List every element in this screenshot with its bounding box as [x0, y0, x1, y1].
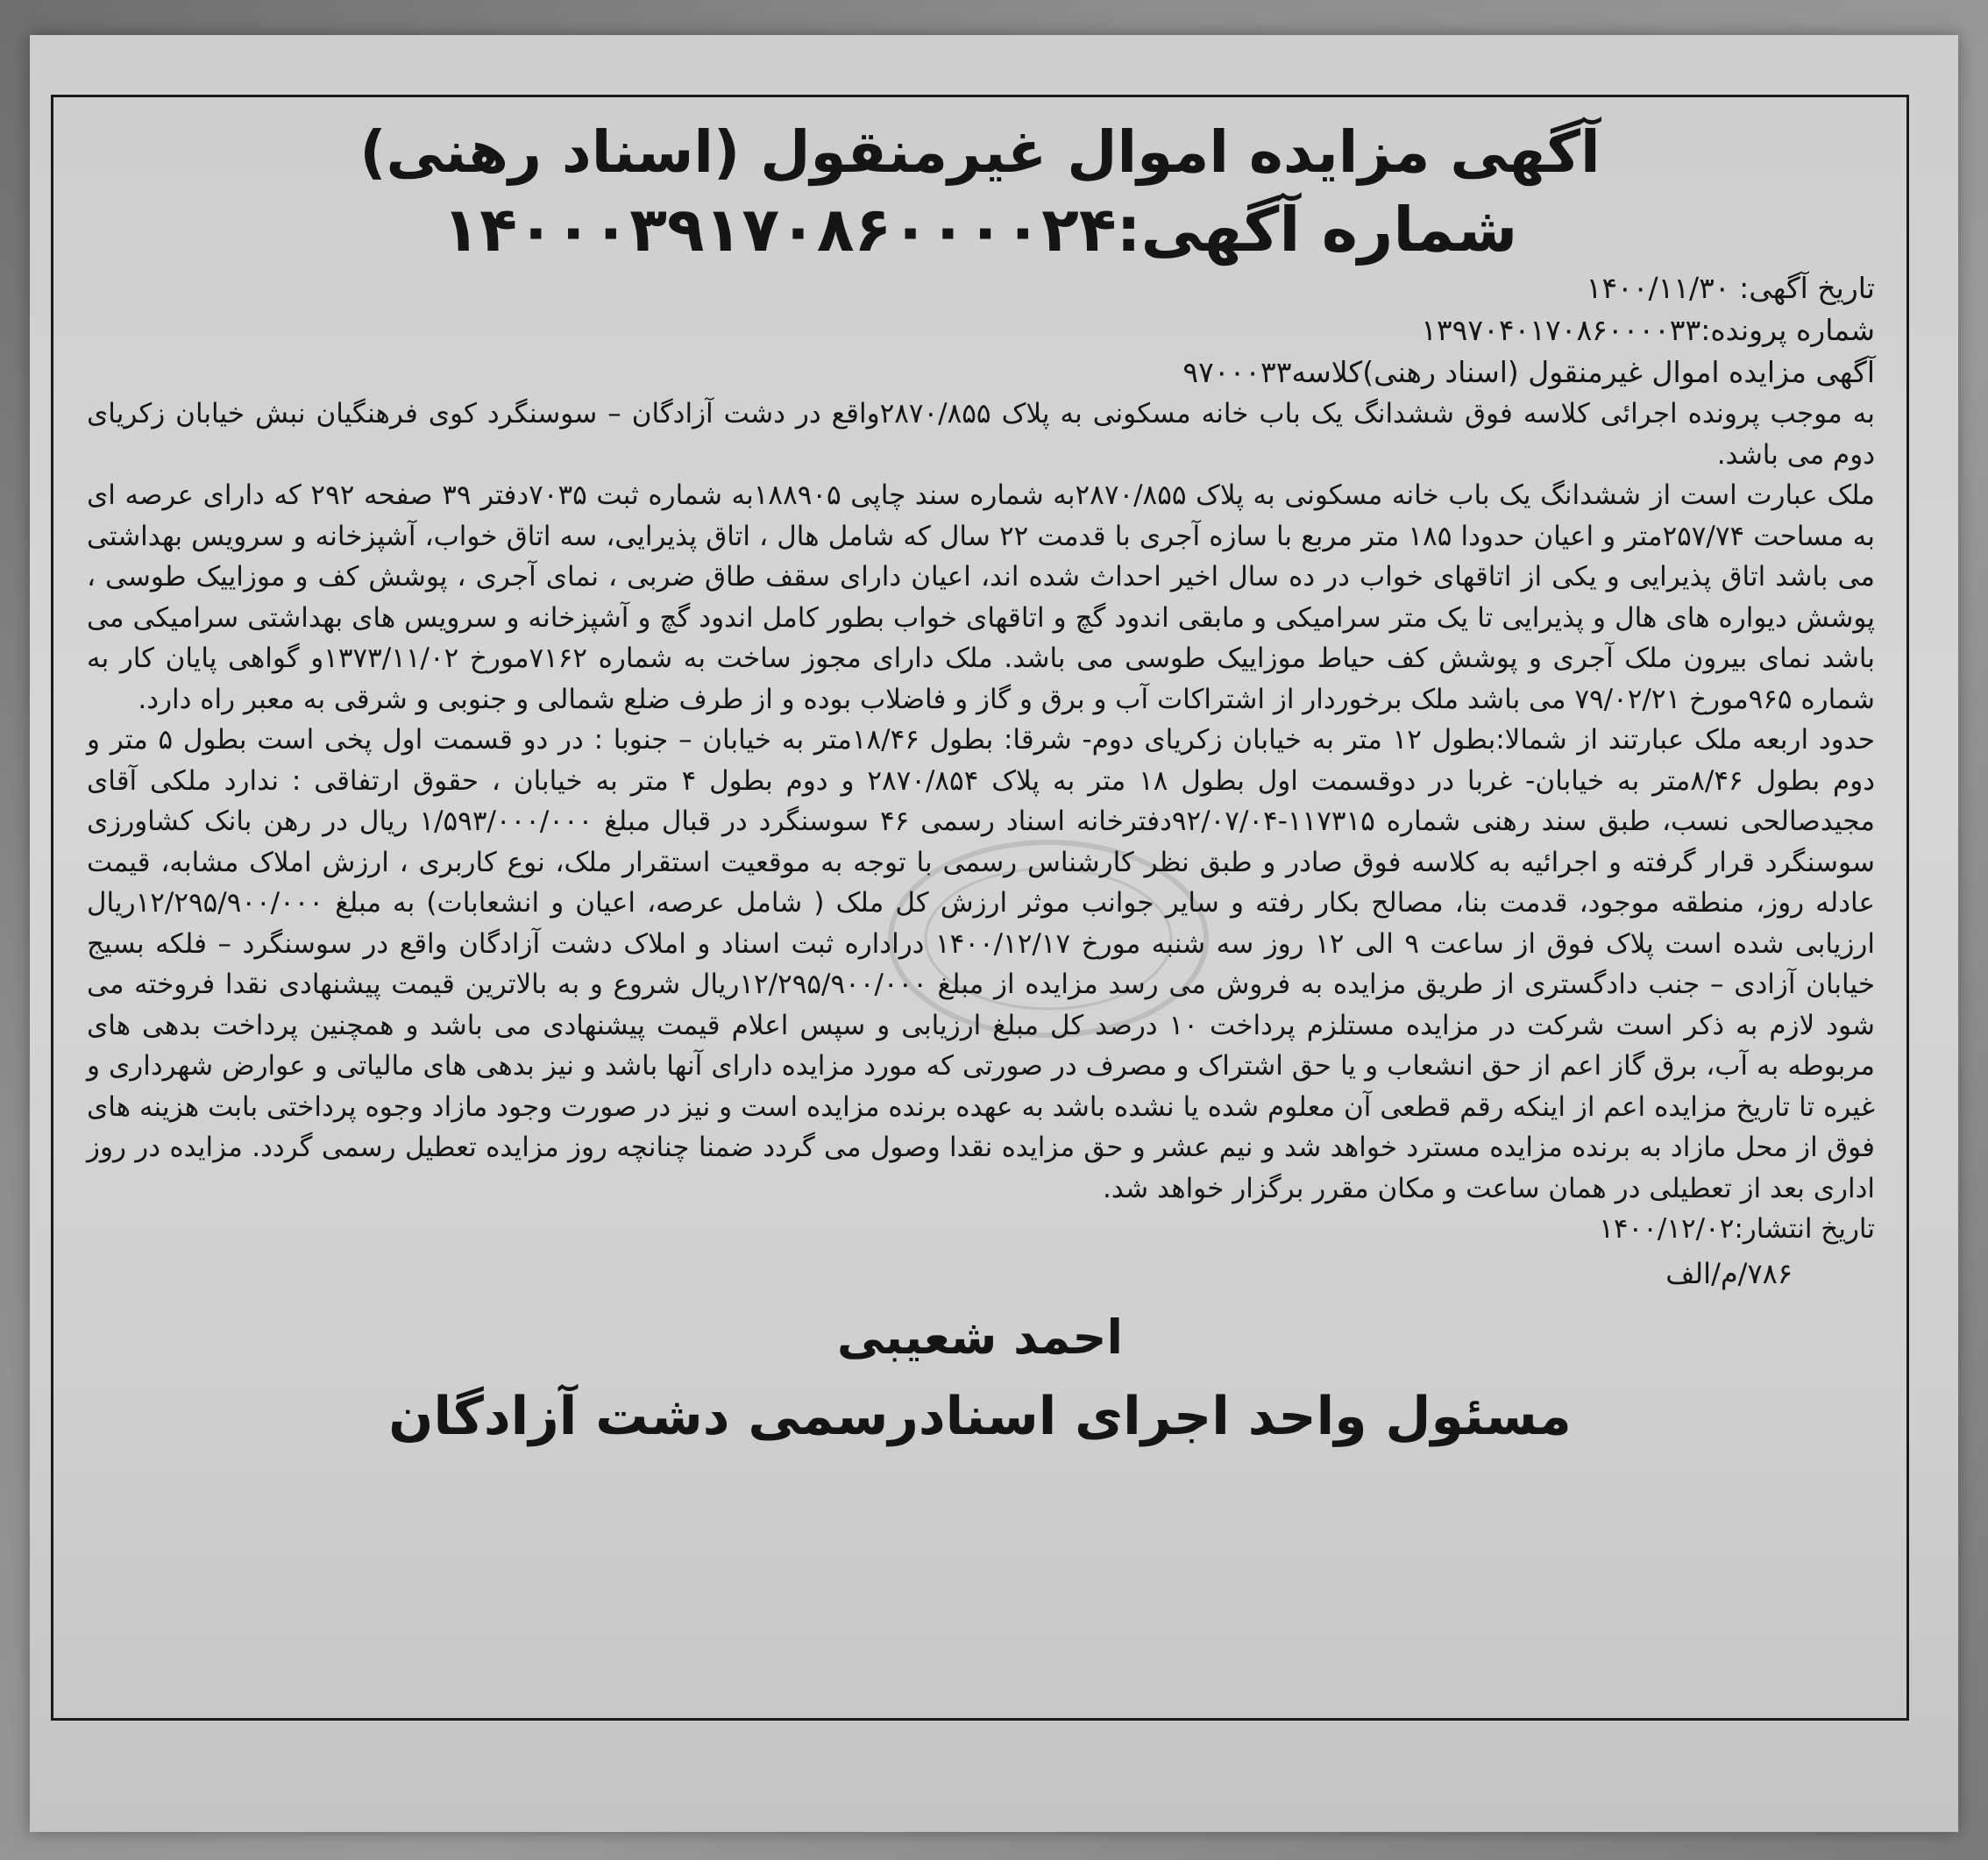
faded-stamp-watermark: [882, 834, 1215, 1044]
notice-body: [53, 394, 1906, 1250]
notice-meta: [53, 267, 1906, 394]
notice-date: تاریخ آگهی: ۱۴۰۰/۱۱/۳۰: [1586, 271, 1875, 305]
auction-notice: [51, 95, 1909, 1721]
file-number: شماره پرونده:۱۳۹۷۰۴۰۱۷۰۸۶۰۰۰۰۳۳: [1421, 313, 1875, 347]
class-line: آگهی مزایده اموال غیرمنقول (اسناد رهنی)کلاسه۹۷۰۰۰۳۳: [1182, 355, 1875, 389]
notice-title: آگهی مزایده اموال غیرمنقول (اسناد رهنی): [359, 118, 1601, 186]
body-paragraph: ملک عبارت است از ششدانگ یک باب خانه مسکونی به پلاک ۲۸۷۰/۸۵۵به شماره سند چاپی ۱۸۸۹۰۵به شماره ثبت ۷۰۳۵دفتر ۳۹ صفحه ۲۹۲ که دارای عرصه ای به مساحت ۲۵۷/۷۴متر و اعیان حدودا ۱۸۵ متر مربع با سازه آجری با قدمت ۲۲ سال که شامل هال ، اتاق پذیرایی، سه اتاق خواب، آشپزخانه و سرویس بهداشتی می باشد اتاق پذیرایی و یکی از اتاقهای خواب در ده سال اخیر احداث شده اند، اعیان دارای سقف طاق ضربی ، نمای آجری ، پوشش کف و موزاییک طوسی ، پوشش دیواره های هال و پذیرایی تا یک متر سرامیکی و مابقی اندود گچ و اتاقهای خواب بطور کامل اندود گچ و آشپزخانه و سرویس های بهداشتی سرامیکی می باشد نمای بیرون ملک آجری و پوشش کف حیاط موزاییک طوسی می باشد. ملک دارای مجوز ساخت به شماره ۷۱۶۲مورخ ۱۳۷۳/۱۱/۰۲و گواهی پایان کار به شماره ۹۶۵مورخ ۷۹/۰۲/۲۱ می باشد ملک برخوردار از اشتراکات آب و برق و گاز و فاضلاب بوده و از طرف ضلع شمالی و جنوبی و شرقی به معبر راه دارد.: [87, 479, 1876, 715]
body-paragraph: حدود اربعه ملک عبارتند از شمالا:بطول ۱۲ متر به خیابان زکریای دوم- شرقا: بطول ۱۸/۴۶متر به خیابان – جنوبا : در دو قسمت اول پخی است بطول ۵ متر و دوم بطول ۸/۴۶متر به خیابان- غربا در دوقسمت اول بطول ۱۸ متر به پلاک ۲۸۷۰/۸۵۴ و دوم بطول ۴ متر به خیابان ، حقوق ارتفاقی : ندارد ملکی آقای مجیدصالحی نسب، طبق سند رهنی شماره ۱۱۷۳۱۵-۹۲/۰۷/۰۴دفترخانه اسناد رسمی ۴۶ سوسنگرد در قبال مبلغ ۱/۵۹۳/۰۰۰/۰۰۰ ریال در رهن بانک کشاورزی سوسنگرد قرار گرفته و اجرائیه به کلاسه فوق صادر و طبق نظر کارشناس رسمی با توجه به موقعیت استقرار ملک، نوع کاربری ، ارزش املاک مشابه، قیمت عادله روز، منطقه موجود، قدمت بنا، مصالح بکار رفته و سایر جوانب موثر ارزش کل ملک ( شامل عرصه، اعیان و انشعابات) به مبلغ ۱۲/۲۹۵/۹۰۰/۰۰۰ریال ارزیابی شده است پلاک فوق از ساعت ۹ الی ۱۲ روز سه شنبه مورخ ۱۴۰۰/۱۲/۱۷ دراداره ثبت اسناد و املاک دشت آزادگان واقع در سوسنگرد – فلکه بسیج خیابان آزادی – جنب دادگستری از طریق مزایده به فروش می رسد مزایده از مبلغ ۱۲/۲۹۵/۹۰۰/۰۰۰ریال شروع و به بالاترین قیمت پیشنهادی نقدا فروخته می شود لازم به ذکر است شرکت در مزایده مستلزم پرداخت ۱۰ درصد کل مبلغ ارزیابی و سپس اعلام قیمت پیشنهادی می باشد و همچنین پرداخت بدهی های مربوطه به آب، برق گاز اعم از حق انشعاب و یا حق اشتراک و مصرف در صورتی که مورد مزایده دارای آنها باشد و نیز بدهی های مالیاتی و عوارض شهرداری و غیره تا تاریخ مزایده اعم از اینکه رقم قطعی آن معلوم شده یا نشده باشد به عهده برنده مزایده است و نیز در صورت وجود مازاد وجوه پرداختی بابت هزینه های فوق از محل مازاد به برنده مزایده مسترد خواهد شد و نیم عشر و حق مزایده نقدا وصول می گردد ضمنا چنانچه روز مزایده تعطیل رسمی گردد. مزایده در روز اداری بعد از تعطیلی در همان ساعت و مکان مقرر برگزار خواهد شد.: [87, 724, 1876, 1204]
reference-code: ۷۸۶/م/الف: [1665, 1256, 1793, 1290]
body-paragraph: به موجب پرونده اجرائی کلاسه فوق ششدانگ یک باب خانه مسکونی به پلاک ۲۸۷۰/۸۵۵واقع در دشت آزادگان – سوسنگرد کوی فرهنگیان نبش خیابان زکریای دوم می باشد.: [87, 398, 1875, 471]
signer-name: احمد شعیبی: [837, 1309, 1123, 1365]
signer-title: مسئول واحد اجرای اسنادرسمی دشت آزادگان: [388, 1385, 1572, 1447]
notice-number: شماره آگهی:۱۴۰۰۰۳۹۱۷۰۸۶۰۰۰۰۲۴: [442, 194, 1518, 266]
publish-date: تاریخ انتشار:۱۴۰۰/۱۲/۰۲: [1599, 1213, 1875, 1245]
